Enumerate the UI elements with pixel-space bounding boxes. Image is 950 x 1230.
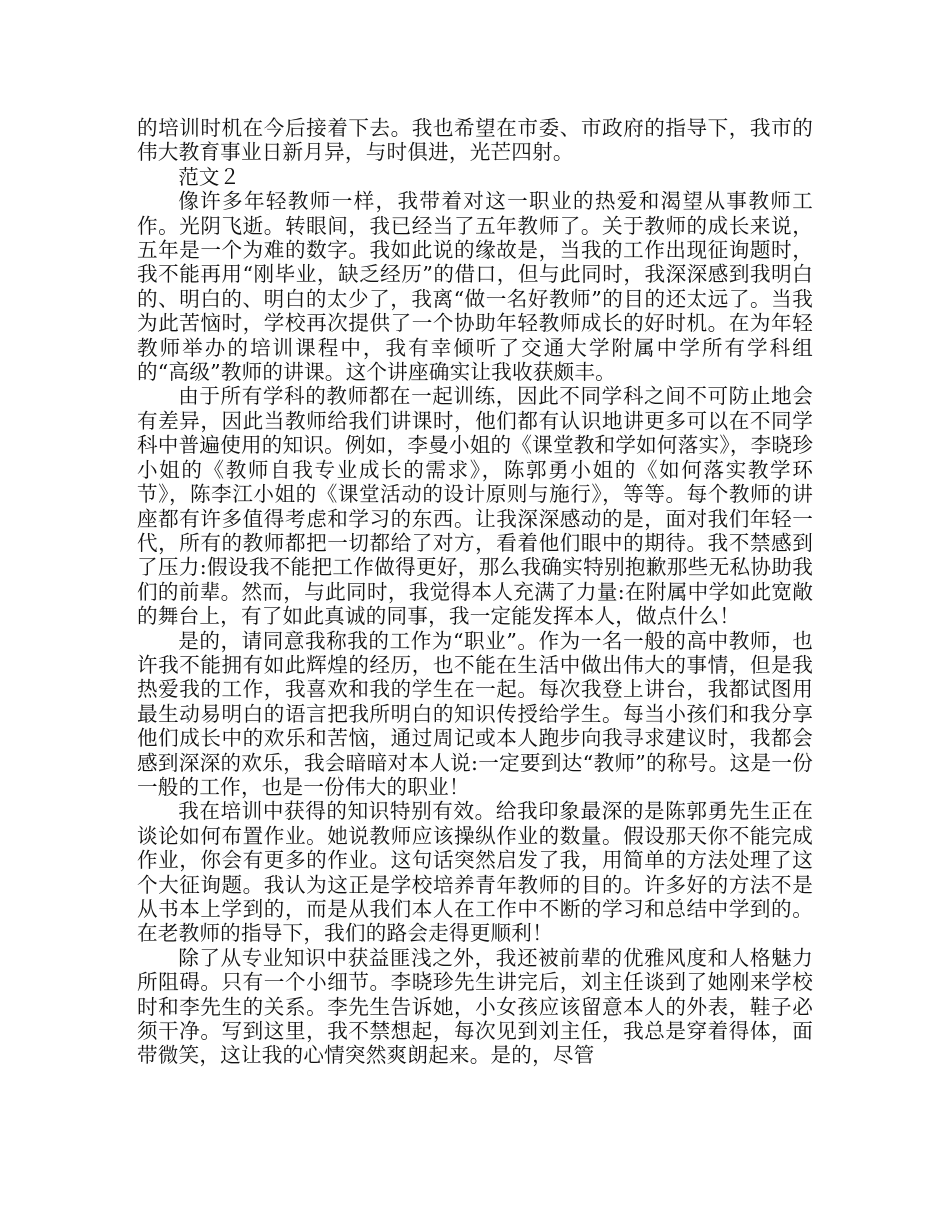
document-page	[137, 116, 813, 1068]
paragraph-3: 是的，请同意我称我的工作为“职业”。作为一名一般的高中教师，也许我不能拥有如此辉煌的经历，也不能在生活中做出伟大的事情，但是我热爱我的工作，我喜欢和我的学生在一起。每次我登上讲台，我都试图用最生动易明白的语言把我所明白的知识传授给学生。每当小孩们和我分享他们成长中的欢乐和苦恼，通过周记或本人跑步向我寻求建议时，我都会感到深深的欢乐，我会暗暗对本人说:一定要到达“教师”的称号。这是一份一般的工作，也是一份伟大的职业！	[137, 628, 813, 799]
paragraph-5: 除了从专业知识中获益匪浅之外，我还被前辈的优雅风度和人格魅力所阻碍。只有一个小细节。李晓珍先生讲完后，刘主任谈到了她刚来学校时和李先生的关系。李先生告诉她，小女孩应该留意本人的外表，鞋子必须干净。写到这里，我不禁想起，每次见到刘主任，我总是穿着得体，面带微笑，这让我的心情突然爽朗起来。是的，尽管	[137, 945, 813, 1068]
paragraph-continuation: 的培训时机在今后接着下去。我也希望在市委、市政府的指导下，我市的伟大教育事业日新月异，与时俱进，光芒四射。	[137, 116, 813, 165]
section-heading: 范文２	[178, 164, 240, 189]
paragraph-1: 像许多年轻教师一样，我带着对这一职业的热爱和渴望从事教师工作。光阴飞逝。转眼间，我已经当了五年教师了。关于教师的成长来说，五年是一个为难的数字。我如此说的缘故是，当我的工作出现征询题时，我不能再用“刚毕业，缺乏经历”的借口，但与此同时，我深深感到我明白的、明白的、明白的太少了，我离“做一名好教师”的目的还太远了。当我为此苦恼时，学校再次提供了一个协助年轻教师成长的好时机。在为年轻教师举办的培训课程中，我有幸倾听了交通大学附属中学所有学科组的“高级”教师的讲课。这个讲座确实让我收获颇丰。	[137, 189, 813, 385]
paragraph-4: 我在培训中获得的知识特别有效。给我印象最深的是陈郭勇先生正在谈论如何布置作业。她说教师应该操纵作业的数量。假设那天你不能完成作业，你会有更多的作业。这句话突然启发了我，用简单的方法处理了这个大征询题。我认为这正是学校培养青年教师的目的。许多好的方法不是从书本上学到的，而是从我们本人在工作中不断的学习和总结中学到的。在老教师的指导下，我们的路会走得更顺利！	[137, 799, 813, 946]
paragraph-2: 由于所有学科的教师都在一起训练，因此不同学科之间不可防止地会有差异，因此当教师给我们讲课时，他们都有认识地讲更多可以在不同学科中普遍使用的知识。例如，李曼小姐的《课堂教和学如何落实》，李晓珍小姐的《教师自我专业成长的需求》，陈郭勇小姐的《如何落实教学环节》，陈李江小姐的《课堂活动的设计原则与施行》，等等。每个教师的讲座都有许多值得考虑和学习的东西。让我深深感动的是，面对我们年轻一代，所有的教师都把一切都给了对方，看着他们眼中的期待。我不禁感到了压力:假设我不能把工作做得更好，那么我确实特别抱歉那些无私协助我们的前辈。然而，与此同时，我觉得本人充满了力量:在附属中学如此宽敞的舞台上，有了如此真诚的同事，我一定能发挥本人，做点什么！	[137, 384, 813, 629]
